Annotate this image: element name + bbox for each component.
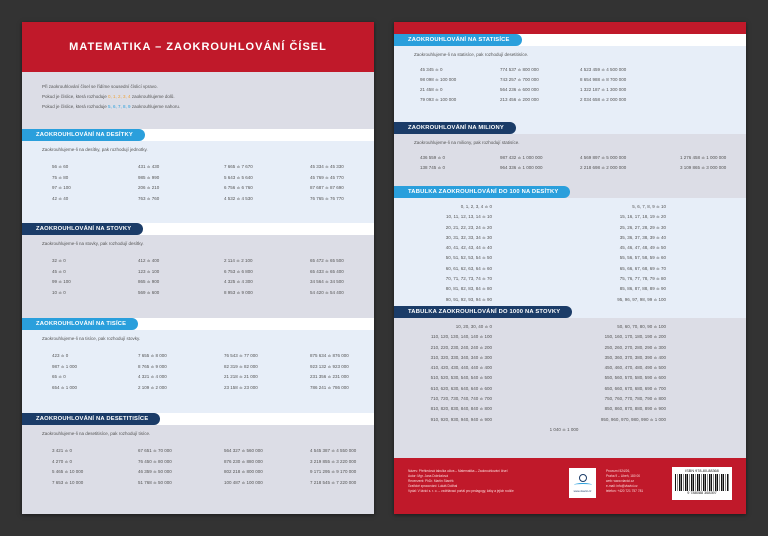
- footer: [394, 458, 746, 514]
- isbn-label: ISBN 978-80-88368: [685, 469, 719, 473]
- row-up: 950, 960, 970, 980, 990 ≐ 1 000: [600, 416, 666, 422]
- example: 2 218 698 ≐ 2 000 000: [580, 165, 627, 170]
- example: 4 270 ≐ 0: [52, 458, 73, 464]
- example: 412 ≐ 400: [138, 258, 160, 263]
- row-up: 75, 76, 77, 78, 79 ≐ 80: [619, 276, 666, 282]
- publication-info: Název: Přehledová tabulka učiva – Matematika – Zaokrouhlování čísel Autor: Mgr. Jana Doležalová Recenzent: PhDr. Martin Staněk Grafické zpracování: Lukáš Dolihal Vydal: V lávicí s. r. o. – vzdělávací portál pro pedagogy, žáky a jejich rodiče: [408, 469, 514, 493]
- section-heading: TABULKA ZAOKROUHLOVÁNÍ DO 1000 NA STOVKY: [394, 306, 572, 318]
- rounding-table-100: [394, 198, 746, 305]
- section-description: Zaokrouhlujeme-li na statisíce, pak rozhodují desetitisíce.: [414, 52, 529, 57]
- example: 8 765 ≐ 9 000: [138, 363, 167, 369]
- example: 79 093 ≐ 100 000: [420, 97, 457, 102]
- example: 56 ≐ 60: [52, 164, 69, 169]
- section-description: Zaokrouhlujeme-li na desítky, pak rozhodují jednotky.: [42, 147, 148, 152]
- row-down: 310, 320, 330, 340, 340 ≐ 300: [430, 354, 492, 360]
- example: 6 756 ≐ 6 760: [224, 185, 253, 190]
- section-heading: ZAOKROUHLOVÁNÍ NA MILIONY: [394, 122, 516, 134]
- row-down: 80, 81, 82, 83, 84 ≐ 80: [445, 286, 492, 292]
- intro-line-2: Pokud je číslice, která rozhoduje 0, 1, 2, 3, 4 zaokrouhlujeme dolů.: [42, 94, 175, 99]
- row-down: 30, 31, 32, 33, 34 ≐ 30: [445, 234, 492, 240]
- examples-grid: [394, 57, 746, 105]
- example: 65 472 ≐ 65 500: [310, 258, 344, 263]
- example: 231 356 ≐ 231 000: [310, 374, 349, 379]
- example: 65 ≐ 0: [52, 374, 66, 379]
- example: 123 ≐ 100: [138, 268, 160, 274]
- row-down: 110, 120, 130, 140, 140 ≐ 100: [431, 334, 492, 340]
- examples-grid: [22, 341, 374, 393]
- isbn-barcode: [672, 467, 732, 500]
- section-heading: ZAOKROUHLOVÁNÍ NA DESETITISÍCE: [22, 413, 160, 425]
- example: 206 ≐ 210: [138, 185, 160, 190]
- example: 87 687 ≐ 87 690: [310, 185, 344, 190]
- example: 42 ≐ 40: [52, 195, 69, 201]
- row-up: 50, 60, 70, 80, 90 ≐ 100: [617, 324, 666, 329]
- example: 654 ≐ 1 000: [52, 384, 78, 390]
- row-down: 40, 41, 42, 43, 44 ≐ 40: [445, 245, 492, 251]
- example: 46 359 ≐ 50 000: [138, 469, 172, 474]
- example: 3 109 865 ≐ 3 000 000: [680, 165, 727, 170]
- section-tens: [22, 129, 374, 223]
- example: 23 158 ≐ 23 000: [224, 384, 258, 390]
- row-up: 750, 760, 770, 780, 790 ≐ 800: [604, 396, 666, 402]
- example: 1 322 187 ≐ 1 300 000: [580, 87, 627, 92]
- example: 987 ≐ 1 000: [52, 363, 78, 369]
- examples-grid: [394, 145, 746, 173]
- row-down: 0, 1, 2, 3, 4 ≐ 0: [460, 204, 492, 209]
- round-up-digits: 5, 6, 7, 8, 9: [108, 104, 131, 109]
- example: 45 345 ≐ 0: [420, 67, 443, 72]
- example: 76 765 ≐ 76 770: [310, 195, 344, 201]
- example: 786 241 ≐ 786 000: [310, 384, 349, 390]
- section-heading: ZAOKROUHLOVÁNÍ NA TISÍCE: [22, 318, 138, 330]
- publisher-logo: [569, 468, 596, 498]
- title-banner: [22, 22, 374, 72]
- row-up: 850, 860, 870, 880, 890 ≐ 900: [604, 406, 666, 412]
- intro-line-1: Při zaokrouhlování čísel se řídíme sousední číslicí vpravo.: [42, 84, 158, 89]
- example: 436 559 ≐ 0: [420, 155, 446, 160]
- row-up: 150, 160, 170, 180, 190 ≐ 200: [604, 334, 666, 340]
- example: 76 450 ≐ 80 000: [138, 458, 172, 464]
- section-millions: [394, 122, 746, 186]
- example: 65 433 ≐ 65 400: [310, 268, 344, 274]
- example: 98 098 ≐ 100 000: [420, 77, 457, 82]
- section-table-100: [394, 186, 746, 306]
- section-table-1000: [394, 306, 746, 458]
- row-down: 50, 51, 52, 53, 54 ≐ 50: [445, 255, 492, 261]
- row-up: 650, 660, 670, 680, 690 ≐ 700: [604, 385, 666, 391]
- right-page: [394, 22, 746, 514]
- section-heading: ZAOKROUHLOVÁNÍ NA DESÍTKY: [22, 129, 145, 141]
- page-title: MATEMATIKA – ZAOKROUHLOVÁNÍ ČÍSEL: [69, 41, 327, 53]
- example: 876 230 ≐ 880 000: [224, 458, 263, 464]
- section-description: Zaokrouhlujeme-li na tisíce, pak rozhodují stovky.: [42, 336, 141, 341]
- round-down-digits: 0, 1, 2, 3, 4: [108, 94, 131, 99]
- example: 54 420 ≐ 54 400: [310, 289, 344, 295]
- example: 45 ≐ 0: [52, 268, 66, 274]
- row-up: 55, 56, 57, 58, 59 ≐ 60: [619, 255, 666, 261]
- example: 21 458 ≐ 0: [420, 87, 443, 92]
- example: 76 543 ≐ 77 000: [224, 353, 258, 358]
- example: 431 ≐ 430: [138, 164, 160, 169]
- example: 138 745 ≐ 0: [420, 165, 446, 170]
- row-up: 450, 460, 470, 480, 490 ≐ 500: [604, 365, 666, 371]
- left-page: [22, 22, 374, 514]
- example: 3 421 ≐ 0: [52, 448, 73, 453]
- row-up: 45, 46, 47, 48, 49 ≐ 50: [619, 245, 666, 251]
- example: 3 219 855 ≐ 3 220 000: [310, 458, 357, 464]
- example: 964 336 ≐ 1 000 000: [500, 165, 543, 170]
- example: 45 769 ≐ 45 770: [310, 174, 344, 180]
- example: 4 545 387 ≐ 4 550 000: [310, 448, 357, 453]
- section-thousands: [22, 318, 374, 413]
- row-up: 350, 360, 370, 380, 390 ≐ 400: [604, 354, 666, 360]
- row-down: 90, 91, 92, 93, 94 ≐ 90: [445, 296, 492, 302]
- row-down: 710, 720, 730, 740, 740 ≐ 700: [430, 396, 492, 402]
- row-down: 20, 21, 22, 23, 24 ≐ 20: [445, 224, 492, 230]
- example: 6 753 ≐ 6 800: [224, 268, 253, 274]
- section-hundreds: [22, 223, 374, 318]
- row-down: 10, 11, 12, 13, 14 ≐ 10: [446, 214, 492, 220]
- example: 987 432 ≐ 1 000 000: [500, 155, 543, 160]
- section-description: Zaokrouhlujeme-li na miliony, pak rozhodují statisíce.: [414, 140, 520, 145]
- row-up: 250, 260, 270, 280, 290 ≐ 300: [604, 344, 666, 350]
- row-down: 910, 920, 930, 940, 940 ≐ 900: [430, 416, 492, 422]
- example: 802 218 ≐ 800 000: [224, 469, 263, 474]
- logo-person-icon: [579, 474, 587, 482]
- example: 51 768 ≐ 50 000: [138, 479, 172, 485]
- section-heading: ZAOKROUHLOVÁNÍ NA STATISÍCE: [394, 34, 522, 46]
- example: 4 532 ≐ 4 530: [224, 195, 253, 201]
- example: 34 564 ≐ 34 500: [310, 279, 344, 284]
- examples-grid: [22, 152, 374, 204]
- example: 7 218 545 ≐ 7 220 000: [310, 479, 357, 485]
- barcode-icon: [675, 474, 729, 491]
- example: 9 171 295 ≐ 9 170 000: [310, 469, 357, 474]
- example: 7 665 ≐ 7 670: [224, 164, 253, 169]
- example: 564 236 ≐ 600 000: [500, 87, 539, 92]
- example: 2 114 ≐ 2 100: [224, 258, 253, 263]
- top-banner: [394, 22, 746, 34]
- example: 4 569 897 ≐ 5 000 000: [580, 155, 627, 160]
- example: 1 276 458 ≐ 1 000 000: [680, 155, 727, 160]
- row-up: 5, 6, 7, 8, 9 ≐ 10: [632, 204, 666, 209]
- section-heading: ZAOKROUHLOVÁNÍ NA STOVKY: [22, 223, 143, 235]
- section-heading: TABULKA ZAOKROUHLOVÁNÍ DO 100 NA DESÍTKY: [394, 186, 570, 198]
- example: 99 ≐ 100: [52, 279, 71, 284]
- example: 213 456 ≐ 200 000: [500, 97, 539, 102]
- row-down: 10, 20, 30, 40 ≐ 0: [455, 324, 492, 329]
- example: 875 634 ≐ 876 000: [310, 353, 349, 358]
- examples-grid: [22, 246, 374, 298]
- row-down: 70, 71, 72, 73, 74 ≐ 70: [445, 276, 492, 282]
- publisher-address: Provozní 524/26, Praha 9 – Libeň, 180 00 web: www.vlavici.cz e-mail: info@vlavici.cz telefon: +420 721 757 781: [606, 469, 644, 493]
- example: 423 ≐ 0: [52, 353, 69, 358]
- examples-grid: [22, 436, 374, 488]
- barcode-number: 9 788088 368397: [687, 491, 717, 495]
- example: 8 953 ≐ 9 000: [224, 289, 253, 295]
- example: 2 034 658 ≐ 2 000 000: [580, 97, 627, 102]
- example: 4 523 459 ≐ 4 500 000: [580, 67, 627, 72]
- example: 67 651 ≐ 70 000: [138, 448, 172, 453]
- example: 5 465 ≐ 10 000: [52, 469, 84, 474]
- example: 743 257 ≐ 700 000: [500, 77, 539, 82]
- row-up: 15, 16, 17, 18, 19 ≐ 20: [619, 214, 666, 220]
- example: 8 654 988 ≐ 8 700 000: [580, 77, 627, 82]
- logo-url: www.vlavici.cz: [573, 488, 592, 493]
- example: 923 132 ≐ 923 000: [310, 363, 349, 369]
- intro-line-3: Pokud je číslice, která rozhoduje 5, 6, 7, 8, 9 zaokrouhlujeme nahoru.: [42, 104, 181, 109]
- example: 21 218 ≐ 21 000: [224, 374, 258, 379]
- row-down: 410, 420, 430, 440, 440 ≐ 400: [430, 365, 492, 371]
- row-up: 35, 36, 37, 38, 39 ≐ 40: [619, 234, 666, 240]
- example: 2 109 ≐ 2 000: [138, 384, 167, 390]
- section-description: Zaokrouhlujeme-li na desetitisíce, pak rozhodují tisíce.: [42, 431, 151, 436]
- row-down: 210, 220, 230, 240, 240 ≐ 200: [430, 344, 492, 350]
- row-down: 510, 520, 530, 540, 540 ≐ 500: [430, 375, 492, 381]
- rounding-table-1000: [394, 318, 746, 435]
- section-description: Zaokrouhlujeme-li na stovky, pak rozhodují desítky.: [42, 241, 144, 246]
- example: 774 537 ≐ 800 000: [500, 67, 539, 72]
- section-ten-thousands: [22, 413, 374, 514]
- row-up: 550, 560, 570, 580, 590 ≐ 600: [604, 375, 666, 381]
- example: 985 ≐ 990: [138, 174, 160, 180]
- logo-book-icon: [574, 483, 592, 487]
- example: 4 321 ≐ 4 000: [138, 374, 167, 379]
- row-down: 60, 61, 62, 63, 64 ≐ 60: [445, 265, 492, 271]
- row-down: 810, 820, 830, 840, 840 ≐ 800: [430, 406, 492, 412]
- example: 10 ≐ 0: [52, 289, 66, 295]
- row-up: 95, 96, 97, 98, 99 ≐ 100: [617, 296, 666, 302]
- example: 7 655 ≐ 8 000: [138, 353, 167, 358]
- example: 7 653 ≐ 10 000: [52, 479, 84, 485]
- example: 865 ≐ 900: [138, 279, 160, 284]
- intro-box: [22, 72, 374, 129]
- example: 763 ≐ 760: [138, 195, 160, 201]
- example: 97 ≐ 100: [52, 185, 71, 190]
- row-up: 65, 66, 67, 68, 69 ≐ 70: [619, 265, 666, 271]
- example: 45 334 ≐ 45 330: [310, 164, 344, 169]
- row-up: 25, 26, 27, 28, 29 ≐ 30: [619, 224, 666, 230]
- row-up: 85, 86, 87, 88, 89 ≐ 90: [619, 286, 666, 292]
- example: 569 ≐ 600: [138, 289, 160, 295]
- example: 32 ≐ 0: [52, 258, 66, 263]
- row-down: 610, 620, 630, 640, 640 ≐ 600: [430, 385, 492, 391]
- example: 5 643 ≐ 5 640: [224, 174, 253, 180]
- row-final: 1 040 ≐ 1 000: [549, 426, 579, 432]
- example: 4 325 ≐ 4 300: [224, 279, 253, 284]
- example: 100 487 ≐ 100 000: [224, 479, 263, 485]
- section-hundred-thousands: [394, 34, 746, 122]
- example: 564 327 ≐ 560 000: [224, 448, 263, 453]
- example: 75 ≐ 80: [52, 174, 69, 180]
- example: 82 319 ≐ 82 000: [224, 363, 258, 369]
